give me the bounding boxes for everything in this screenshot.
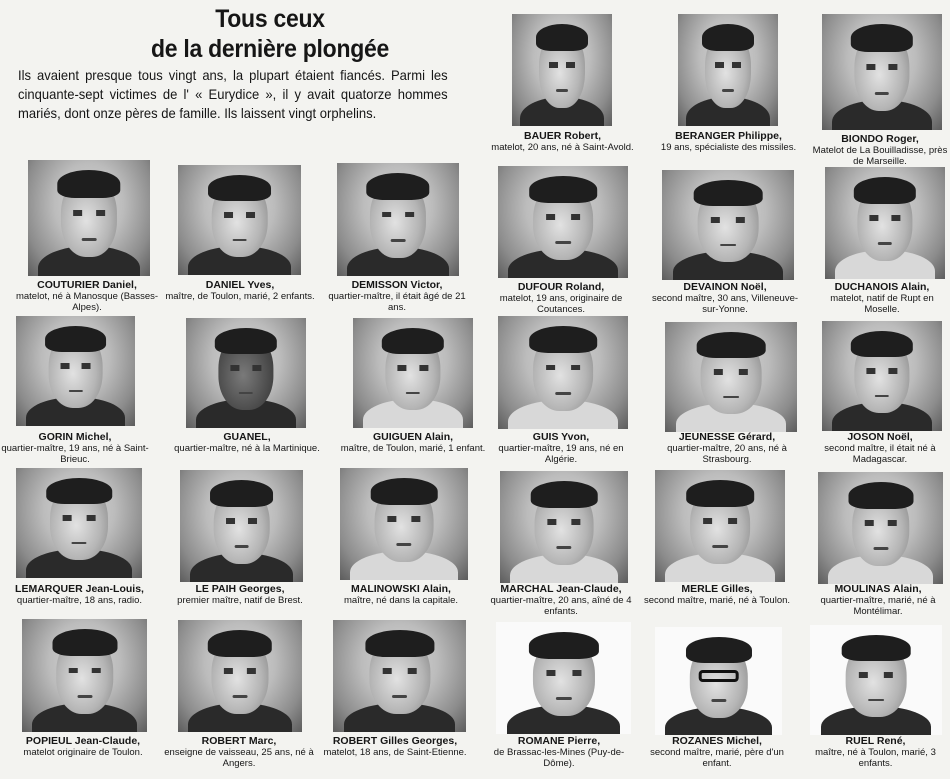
person-caption	[2, 583, 157, 606]
person-caption	[652, 431, 802, 465]
person-description: matelot, 20 ans, né à Saint-Avold.	[491, 142, 634, 153]
person-name: DEVAINON Noël,	[683, 281, 767, 293]
person-caption	[808, 735, 943, 769]
person-description: maître, né dans la capitale.	[343, 595, 459, 606]
person-caption	[164, 735, 314, 769]
portrait-photo	[825, 167, 945, 279]
person-description: matelot, 18 ans, de Saint-Etienne.	[323, 747, 467, 758]
person-caption	[320, 735, 470, 758]
person-caption	[486, 281, 636, 315]
portrait-photo	[512, 14, 612, 126]
person-name: DANIEL Yves,	[205, 279, 275, 291]
person-caption	[486, 431, 636, 465]
intro-paragraph: Ils avaient presque tous vingt ans, la plupart étaient fiancés. Parmi les cinquante-sept victimes de l' « Eurydice », il y avait quatorze hommes mariés, dont onze pères de famille. Ils laissent vingt orphelins.	[18, 67, 448, 121]
person-name: GUANEL,	[223, 431, 271, 443]
headline-line-2: de la dernière plongée	[150, 35, 390, 63]
person-description: quartier-maître, marié, né à Montélimar.	[820, 595, 936, 617]
person-name: GORIN Michel,	[38, 431, 112, 443]
person-caption	[338, 431, 488, 454]
person-description: maître, de Toulon, marié, 1 enfant.	[340, 443, 486, 454]
portrait-photo	[500, 471, 628, 583]
person-description: matelot, 19 ans, originaire de Coutances.	[499, 293, 623, 315]
person-caption	[165, 279, 315, 302]
portrait-photo	[16, 468, 142, 578]
person-description: premier maître, natif de Brest.	[177, 595, 303, 606]
portrait-photo	[340, 468, 468, 580]
portrait-photo	[498, 166, 628, 278]
person-name: COUTURIER Daniel,	[37, 279, 137, 291]
portrait-photo	[498, 316, 628, 429]
portrait-photo	[662, 170, 794, 280]
portrait-photo	[655, 470, 785, 582]
person-description: second maître, il était né à Madagascar.	[824, 443, 936, 465]
person-description: quartier-maître, 18 ans, radio.	[16, 595, 143, 606]
portrait-photo	[665, 322, 797, 432]
person-caption	[810, 133, 950, 167]
person-caption	[0, 431, 150, 465]
person-description: Matelot de La Bouilladisse, près de Marseille.	[812, 145, 948, 167]
person-caption	[642, 583, 792, 606]
person-caption	[486, 583, 636, 617]
portrait-photo	[822, 321, 942, 431]
person-description: matelot, natif de Rupt en Moselle.	[830, 293, 934, 315]
person-description: quartier-maître, il était âgé de 21 ans.	[328, 291, 466, 313]
person-description: 19 ans, spécialiste des missiles.	[660, 142, 797, 153]
portrait-photo	[22, 619, 147, 732]
person-caption	[12, 279, 162, 313]
person-caption	[656, 130, 801, 153]
person-name: POPIEUL Jean-Claude,	[25, 735, 141, 747]
person-description: quartier-maître, 19 ans, né à Saint-Brieuc.	[1, 443, 149, 465]
person-name: DUCHANOIS Alain,	[834, 281, 930, 293]
person-name: MALINOWSKI Alain,	[351, 583, 451, 595]
person-name: ROMANE Pierre,	[517, 735, 601, 747]
portrait-photo	[186, 318, 306, 428]
person-name: RUEL René,	[845, 735, 906, 747]
person-description: quartier-maître, 19 ans, né en Algérie.	[498, 443, 624, 465]
portrait-photo	[655, 627, 782, 735]
portrait-photo	[178, 165, 301, 275]
portrait-photo	[496, 622, 631, 734]
person-caption	[322, 279, 472, 313]
headline-line-1: Tous ceux	[215, 5, 325, 33]
person-name: BAUER Robert,	[523, 130, 601, 142]
person-name: LEMARQUER Jean-Louis,	[15, 583, 144, 595]
person-description: quartier-maître, né à la Martinique.	[174, 443, 320, 454]
person-caption	[490, 130, 635, 153]
person-name: ROBERT Gilles Georges,	[332, 735, 458, 747]
person-name: ROZANES Michel,	[672, 735, 762, 747]
person-caption	[808, 583, 948, 617]
person-description: maître, né à Toulon, marié, 3 enfants.	[815, 747, 936, 769]
person-description: enseigne de vaisseau, 25 ans, né à Angers.	[164, 747, 314, 769]
portrait-photo	[28, 160, 150, 276]
person-caption	[810, 431, 950, 465]
person-caption	[484, 735, 634, 769]
person-caption	[642, 735, 792, 769]
person-description: de Brassac-les-Mines (Puy-de-Dôme).	[493, 747, 625, 769]
portrait-photo	[678, 14, 778, 126]
person-name: LE PAIH Georges,	[195, 583, 285, 595]
person-name: DUFOUR Roland,	[517, 281, 605, 293]
person-description: maître, de Toulon, marié, 2 enfants.	[165, 291, 315, 302]
person-name: MARCHAL Jean-Claude,	[500, 583, 622, 595]
person-name: BIONDO Roger,	[841, 133, 919, 145]
person-caption	[165, 583, 315, 606]
person-name: BERANGER Philippe,	[675, 130, 782, 142]
portrait-photo	[353, 318, 473, 428]
person-description: second maître, marié, né à Toulon.	[643, 595, 791, 606]
person-caption	[8, 735, 158, 758]
portrait-photo	[337, 163, 459, 276]
person-name: DEMISSON Victor,	[351, 279, 443, 291]
person-name: ROBERT Marc,	[201, 735, 277, 747]
person-name: GUIGUEN Alain,	[372, 431, 454, 443]
person-caption	[326, 583, 476, 606]
person-description: matelot, né à Manosque (Basses-Alpes).	[15, 291, 159, 313]
person-description: quartier-maître, 20 ans, aîné de 4 enfants.	[490, 595, 632, 617]
portrait-photo	[180, 470, 303, 582]
person-description: second maître, 30 ans, Villeneuve-sur-Yonne.	[651, 293, 799, 315]
person-name: MERLE Gilles,	[681, 583, 753, 595]
person-caption	[172, 431, 322, 454]
headline	[114, 4, 427, 64]
portrait-photo	[333, 620, 466, 732]
person-description: matelot originaire de Toulon.	[23, 747, 143, 758]
person-description: second maître, marié, père d'un enfant.	[650, 747, 784, 769]
portrait-photo	[178, 620, 302, 732]
person-caption	[812, 281, 950, 315]
portrait-photo	[16, 316, 135, 426]
portrait-photo	[810, 625, 942, 735]
person-description: quartier-maître, 20 ans, né à Strasbourg.	[667, 443, 787, 465]
portrait-photo	[818, 472, 943, 584]
person-name: MOULINAS Alain,	[834, 583, 922, 595]
person-caption	[650, 281, 800, 315]
portrait-photo	[822, 14, 942, 130]
person-name: GUIS Yvon,	[532, 431, 590, 443]
person-name: JOSON Noël,	[847, 431, 913, 443]
person-name: JEUNESSE Gérard,	[678, 431, 776, 443]
